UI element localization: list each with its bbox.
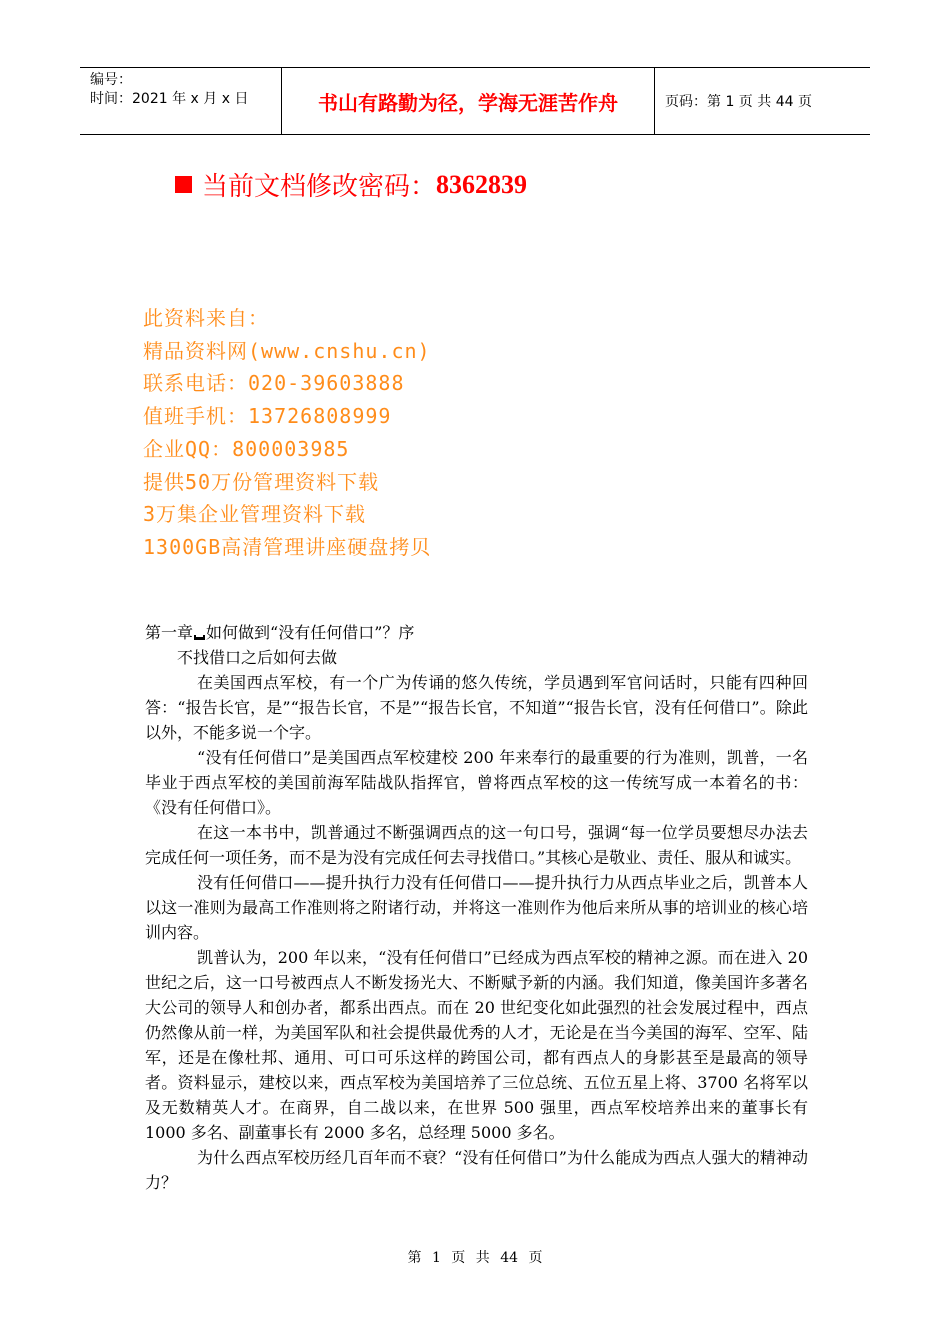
- header-page-cell: [655, 68, 870, 134]
- ad-line: 1300GB高清管理讲座硬盘拷贝: [143, 534, 432, 559]
- header-motto: 书山有路勤为径，学海无涯苦作舟: [318, 90, 618, 115]
- header-page-info: 页码：第 1 页 共 44 页: [665, 94, 812, 110]
- chapter-title: [145, 620, 808, 645]
- password-code: 8362839: [436, 169, 528, 199]
- time-label: 时间：2021 年 x 月 x 日: [90, 91, 249, 107]
- paragraph: 没有任何借口——提升执行力没有任何借口——提升执行力从西点毕业之后，凯普本人以这一准则为最高工作准则将之附诸行动，并将这一准则作为他后来所从事的培训业的核心培训内容。: [145, 873, 808, 942]
- page-footer: 第 1 页 共 44 页: [407, 1250, 543, 1266]
- paragraph: “没有任何借口”是美国西点军校建校 200 年来奉行的最重要的行为准则，凯普，一名毕业于西点军校的美国前海军陆战队指挥官，曾将西点军校的这一传统写成一本着名的书：《没有任何借口》。: [145, 748, 808, 817]
- ad-block: [143, 302, 431, 564]
- red-square-icon: [175, 176, 192, 193]
- ad-line: 企业QQ：800003985: [143, 436, 350, 461]
- paragraph: 为什么西点军校历经几百年而不衰？“没有任何借口”为什么能成为西点人强大的精神动力？: [145, 1148, 808, 1192]
- document-header: [80, 67, 870, 135]
- ad-line: 值班手机：13726808999: [143, 404, 392, 429]
- ad-line: 联系电话：020-39603888: [143, 371, 405, 396]
- ad-line: 精品资料网(www.cnshu.cn): [143, 338, 431, 363]
- document-body: [145, 620, 808, 1195]
- ad-line: 3万集企业管理资料下载: [143, 502, 367, 527]
- paragraph: 在这一本书中，凯普通过不断强调西点的这一句口号，强调“每一位学员要想尽办法去完成任何一项任务，而不是为没有完成任何去寻找借口。”其核心是敬业、责任、服从和诚实。: [145, 823, 808, 867]
- number-label: 编号：: [90, 72, 132, 88]
- ad-line: 提供50万份管理资料下载: [143, 469, 380, 494]
- header-motto-cell: [282, 68, 655, 134]
- chapter-subtitle: 不找借口之后如何去做: [177, 648, 338, 667]
- password-label: 当前文档修改密码：: [202, 172, 437, 202]
- space-marker-icon: [194, 635, 205, 640]
- password-notice: [175, 166, 527, 203]
- paragraph: 在美国西点军校，有一个广为传诵的悠久传统，学员遇到军官问话时，只能有四种回答：“报告长官，是”“报告长官，不是”“报告长官，不知道”“报告长官，没有任何借口”。除此以外，不能多说一个字。: [145, 673, 808, 742]
- header-meta-cell: [80, 68, 282, 134]
- paragraph: 凯普认为，200 年以来，“没有任何借口”已经成为西点军校的精神之源。而在进入 20 世纪之后，这一口号被西点人不断发扬光大、不断赋予新的内涵。我们知道，像美国许多著名大公司的领导人和创办者，都系出西点。而在 20 世纪变化如此强烈的社会发展过程中，西点仍然像从前一样，为美国军队和社会提供最优秀的人才，无论是在当今美国的海军、空军、陆军，还是在像杜邦、通用、可口可乐这样的跨国公司，都有西点人的身影甚至是最高的领导者。资料显示，建校以来，西点军校为美国培养了三位总统、五位五星上将、3700 名将军以及无数精英人才。在商界，自二战以来，在世界 500 强里，西点军校培养出来的董事长有 1000 多名、副董事长有 2000 多名，总经理 5000 多名。: [145, 948, 808, 1142]
- ad-line: 此资料来自：: [143, 306, 269, 330]
- chapter-number: 第一章: [145, 623, 194, 642]
- chapter-heading: 如何做到“没有任何借口”？序: [206, 623, 415, 642]
